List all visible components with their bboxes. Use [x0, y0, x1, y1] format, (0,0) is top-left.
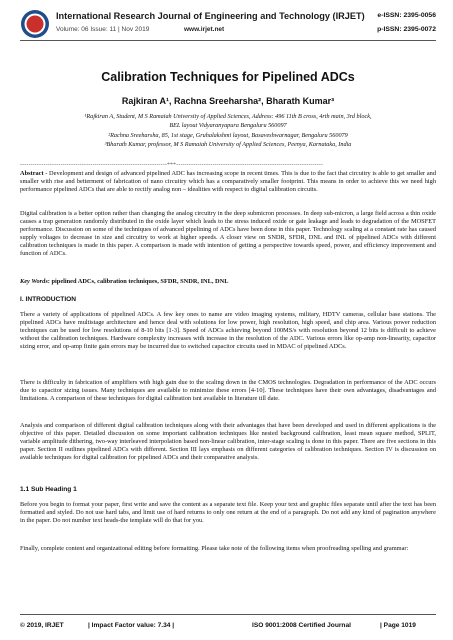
footer-divider — [20, 614, 436, 615]
abstract-label: Abstract - — [20, 170, 48, 177]
abstract-text: Development and design of advanced pipelined ADC has increasing scope in recent times. This is due to the fact that circuitry is able to get smaller and smaller with rise and betterment of fabrication of nano circuitry which has a comparatively smaller footprint. This means in order to achieve this we need high performance pipelined ADCs that are able to rectify analog non – idealities with respect to digital calibration circuits. — [20, 170, 436, 193]
paper-title: Calibration Techniques for Pipelined ADCs — [101, 70, 355, 84]
keywords-text: : pipelined ADCs, calibration techniques, SFDR, SNDR, INL, DNL — [47, 278, 229, 285]
irjet-logo — [20, 9, 50, 39]
body-paragraph: Before you begin to format your paper, first write and save the content as a separate text file. Keep your text and graphic files separate until after the text has been formatted and styled. Do not use hard tabs, and limit use of hard returns to only one return at the end of a paragraph. Do not add any kind of pagination anywhere in the paper. Do not number text heads-the template will do that for you. — [20, 501, 436, 524]
section-heading: I. INTRODUCTION — [20, 296, 77, 303]
body-paragraph: There a variety of applications of pipelined ADCs. A few key ones to name are video imaging systems, military, HDTV cameras, cellular base stations. The pipelined ADCs have multistage architecture and hence deal with solutions for low power, high resolution, high speed, and chip area. Various power reduction techniques can be used for low resolutions of 8-10 bits [1-3]. Speed of ADCs achieving beyond 100MS/s with resolution beyond 12 bits is difficult to achieve without the calibration techniques. Hardware complexity increases with increase in the resolution of the ADC. Various errors like op-amp non-linearity, capacitor sizing error, and op-amp finite gain errors may be incurred due to switched capacitor circuits used in MDAC of pipelined ADCs. — [20, 311, 436, 350]
header-divider — [20, 40, 436, 41]
section-separator: ---------------------------------------------------------------------***--------------------------------------------------------------------- — [20, 162, 324, 168]
body-paragraph: Finally, complete content and organizational editing before formatting. Please take note of the following items when proofreading spelling and grammar: — [20, 545, 409, 552]
keywords — [20, 278, 436, 286]
footer-iso: ISO 9001:2008 Certified Journal — [252, 622, 351, 629]
journal-header — [20, 8, 436, 50]
e-issn: e-ISSN: 2395-0056 — [377, 12, 436, 19]
body-paragraph: Analysis and comparison of different digital calibration techniques along with their advantages that have been developed and used in different applications is the objective of this paper. Detailed discussion on some important calibration techniques like nested background calibration, least mean square method, SPLIT, variable amplitude dithering, two-way interleaved interpolation based non-linear calibration, inter-stage scaling is done in this paper. There are five sections in this paper. Section II outlines pipelined ADCs with different. Section III lays emphasis on different categories of calibration techniques. Section IV is discussion on available techniques for digital calibration for pipelined ADCs and their comparative analysis. — [20, 422, 436, 461]
affiliation-line: ²Rachna Sreeharsha, 85, 1st stage, Gruhalakshmi layout, Basaveshwarnagar, Bengaluru 560079 — [108, 132, 348, 139]
footer-copyright: © 2019, IRJET — [20, 622, 64, 629]
footer-page-number: | Page 1019 — [380, 622, 416, 629]
journal-name: International Research Journal of Engineering and Technology (IRJET) — [56, 11, 365, 21]
journal-website: www.irjet.net — [184, 26, 225, 33]
body-paragraph: Digital calibration is a better option rather than changing the analog circuitry in the deep submicron processes. In deep sub-micron, a large field across a thin oxide causes a trap generation randomly distributed in the oxide layer which leads to the stress induced oxide or gate leakage and leads to degradation of the MOSFET performance. Discussion on some of the techniques of advanced pipelining of ADCs have been done in this paper. Technology scaling at a constant rate has caused supply voltages to decrease in size and circuitry to work at higher speeds. A closer view on SNDR, SFDR, DNL and INL of pipelined ADCs with different calibration techniques is made in this paper. A comparison is made with intention of getting a perspective towards speed, power, and efficiency improvement and function of ADCs. — [20, 210, 436, 257]
p-issn: p-ISSN: 2395-0072 — [377, 26, 436, 33]
affiliation-line: ¹Rajkiran A, Student, M S Ramaiah University of Applied Sciences, Address: 496 11th B cross, 4rth main, 3rd block, — [84, 113, 372, 120]
abstract — [20, 170, 436, 194]
affiliation-line: BEL layout Vidyaranyapura Bengaluru 560097 — [169, 122, 287, 129]
subsection-heading: 1.1 Sub Heading 1 — [20, 486, 77, 493]
affiliation-line: ³Bharath Kumar, professor, M S Ramaiah University of Applied Sciences, Peenya, Karnataka, India — [104, 141, 352, 148]
body-paragraph: There is difficulty in fabrication of amplifiers with high gain due to the scaling down in the CMOS technologies. Degradation in performance of the ADC occurs due to capacitor sizing issues. Many techniques are available to minimize these errors [4-10]. These techniques have their own advantages, disadvantages and limitations. A comparison of these techniques for digital calibration isnt available in literature till date. — [20, 379, 436, 402]
footer-impact-factor: | Impact Factor value: 7.34 | — [88, 622, 175, 629]
paper-authors: Rajkiran A¹, Rachna Sreeharsha², Bharath Kumar³ — [121, 96, 335, 106]
keywords-label: Key Words — [20, 278, 48, 285]
volume-info: Volume: 06 Issue: 11 | Nov 2019 — [56, 26, 150, 33]
